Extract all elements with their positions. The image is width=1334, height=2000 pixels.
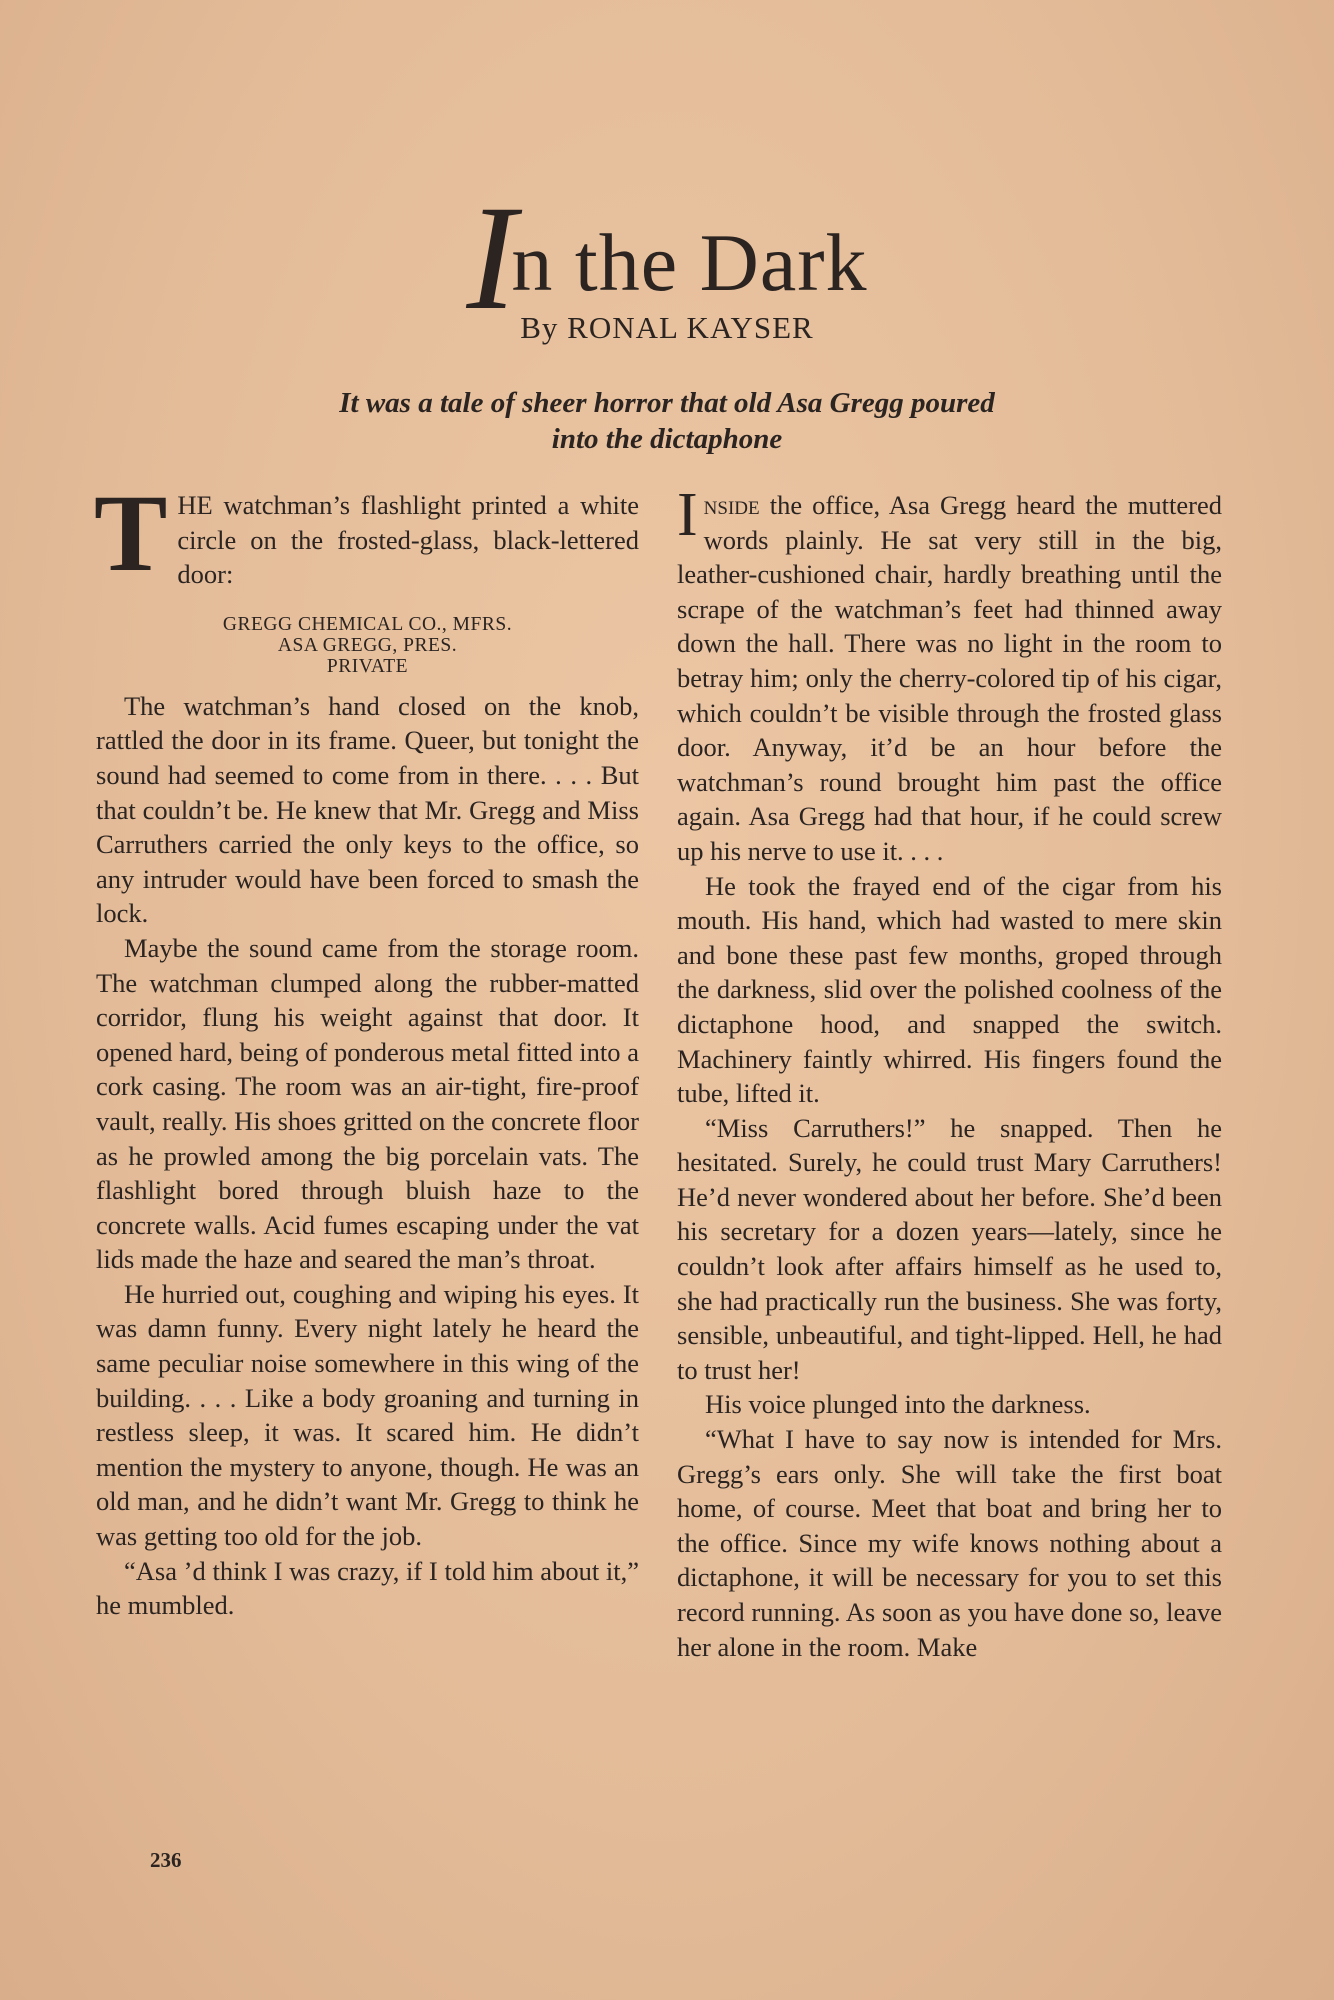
paragraph bbox=[94, 472, 639, 594]
paragraph: Maybe the sound came from the storage room. The watchman clumped along the rubber-matted corridor, flung his weight against that door. It opened hard, being of ponderous metal fitted into a cork casing. The room was an air-tight, fire-proof vault, really. His shoes gritted on the concrete floor as he prowled among the big porcelain vats. The flashlight bored through bluish haze to the concrete walls. Acid fumes escaping under the vat lids made the haze and seared the man’s throat. bbox=[96, 932, 639, 1275]
paragraph: The watchman’s hand closed on the knob, rattled the door in its frame. Queer, but tonight the sound had seemed to come from in there. . . . But that couldn’t be. He knew that Mr. Gregg and Miss Carruthers carried the only keys to the office, so any intruder would have been forced to smash the lock. bbox=[96, 690, 639, 929]
paragraph: He took the frayed end of the cigar from his mouth. His hand, which had wasted to mere skin and bone these past few months, groped through the darkness, slid over the polished coolness of the dictaphone hood, and snapped the switch. Machinery faintly whirred. His fingers found the tube, lifted it. bbox=[677, 870, 1222, 1109]
paragraph: He hurried out, coughing and wiping his eyes. It was damn funny. Every night lately he heard the same peculiar noise somewhere in this wing of the building. . . . Like a body groaning and turning in restless sleep, it was. It scared him. He didn’t mention the mystery to anyone, though. He was an old man, and he didn’t want Mr. Gregg to think he was getting too old for the job. bbox=[96, 1278, 639, 1552]
right-column bbox=[677, 481, 1222, 1664]
left-column bbox=[94, 472, 639, 1623]
door-sign-line: PRIVATE bbox=[326, 655, 409, 677]
door-sign-line: ASA GREGG, PRES. bbox=[277, 634, 458, 656]
paragraph: “What I have to say now is intended for Mrs. Gregg’s ears only. She will take the first boat home, of course. Meet that boat and bring her to the office. Since my wife knows nothing about a dictaphone, it will be necessary for you to set this record running. As soon as you have done so, leave her alone in the room. Make bbox=[677, 1424, 1222, 1662]
paragraph-text: HE watchman’s flashlight printed a white circle on the frosted-glass, black-lettered door: bbox=[177, 490, 639, 590]
small-caps-lead: nside bbox=[703, 490, 760, 520]
subtitle bbox=[0, 385, 1334, 457]
door-sign bbox=[96, 614, 639, 677]
byline: By RONAL KAYSER bbox=[520, 310, 814, 345]
subtitle-line-2: into the dictaphone bbox=[551, 423, 783, 455]
door-sign-line: GREGG CHEMICAL CO., MFRS. bbox=[222, 613, 513, 635]
drop-cap: T bbox=[94, 472, 168, 594]
subtitle-line-1: It was a tale of sheer horror that old Asa Gregg poured bbox=[339, 387, 995, 419]
title-rest: n the Dark bbox=[511, 216, 868, 308]
page-number: 236 bbox=[150, 1848, 182, 1872]
title-initial: I bbox=[466, 174, 518, 341]
paragraph: His voice plunged into the darkness. bbox=[705, 1389, 1091, 1420]
paragraph: “Miss Carruthers!” he snapped. Then he hesitated. Surely, he could trust Mary Carruthers! He’d never wondered about her before. She’d been his secretary for a dozen years—lately, since he couldn’t look after affairs himself as he used to, she had practically run the business. She was forty, sensible, unbeautiful, and tight-lipped. Hell, he had to trust her! bbox=[677, 1112, 1222, 1385]
paragraph-text: the office, Asa Gregg heard the muttered words plainly. He sat very still in the big, leather-cushioned chair, hardly breathing until the scrape of the watchman’s feet had thinned away down the hall. There was no light in the room to betray him; only the cherry-colored tip of his cigar, which couldn’t be visible through the frosted glass door. Anyway, it’d be an hour before the watchman’s round brought him past the office again. Asa Gregg had that hour, if he could screw up his nerve to use it. . . . bbox=[677, 490, 1222, 866]
paragraph: “Asa ’d think I was crazy, if I told him about it,” he mumbled. bbox=[96, 1555, 639, 1621]
drop-cap: I bbox=[677, 481, 698, 549]
paragraph bbox=[677, 481, 1222, 869]
